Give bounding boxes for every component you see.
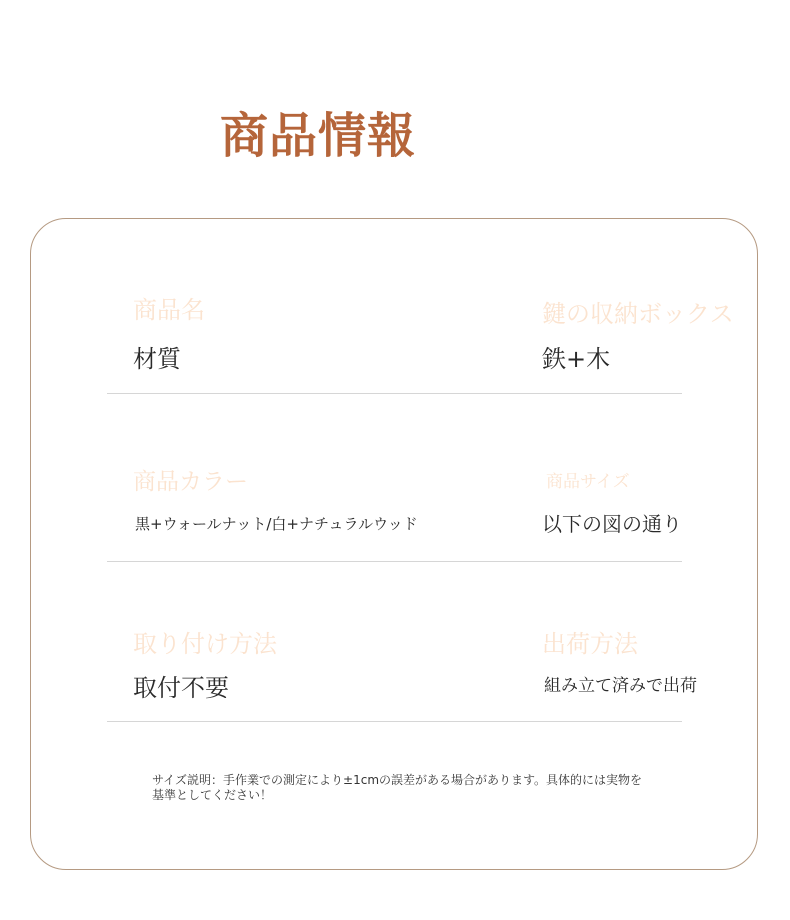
product-name-value: 鍵の収納ボックス — [542, 300, 734, 328]
size-note-line-1: サイズ説明：手作業での測定により±1cmの誤差がある場合があります。具体的には実物を — [152, 773, 643, 787]
row-divider — [107, 721, 682, 722]
size-value: 以下の図の通り — [542, 512, 682, 536]
row-divider — [107, 393, 682, 394]
page-title: 商品情報 — [220, 108, 417, 164]
color-value: 黒+ウォールナット/白+ナチュラルウッド — [135, 515, 418, 533]
size-note-line-2: 基準としてください！ — [152, 788, 273, 802]
row-divider — [107, 561, 682, 562]
size-note — [152, 773, 692, 803]
material-label: 材質 — [133, 345, 181, 373]
size-label: 商品サイズ — [546, 472, 630, 492]
material-value: 鉄+木 — [542, 345, 611, 373]
shipping-value: 組み立て済みで出荷 — [544, 676, 697, 696]
install-value: 取付不要 — [133, 674, 229, 702]
color-label: 商品カラー — [133, 469, 248, 495]
shipping-label: 出荷方法 — [542, 630, 638, 658]
install-label: 取り付け方法 — [133, 630, 277, 658]
product-name-label: 商品名 — [133, 296, 205, 324]
